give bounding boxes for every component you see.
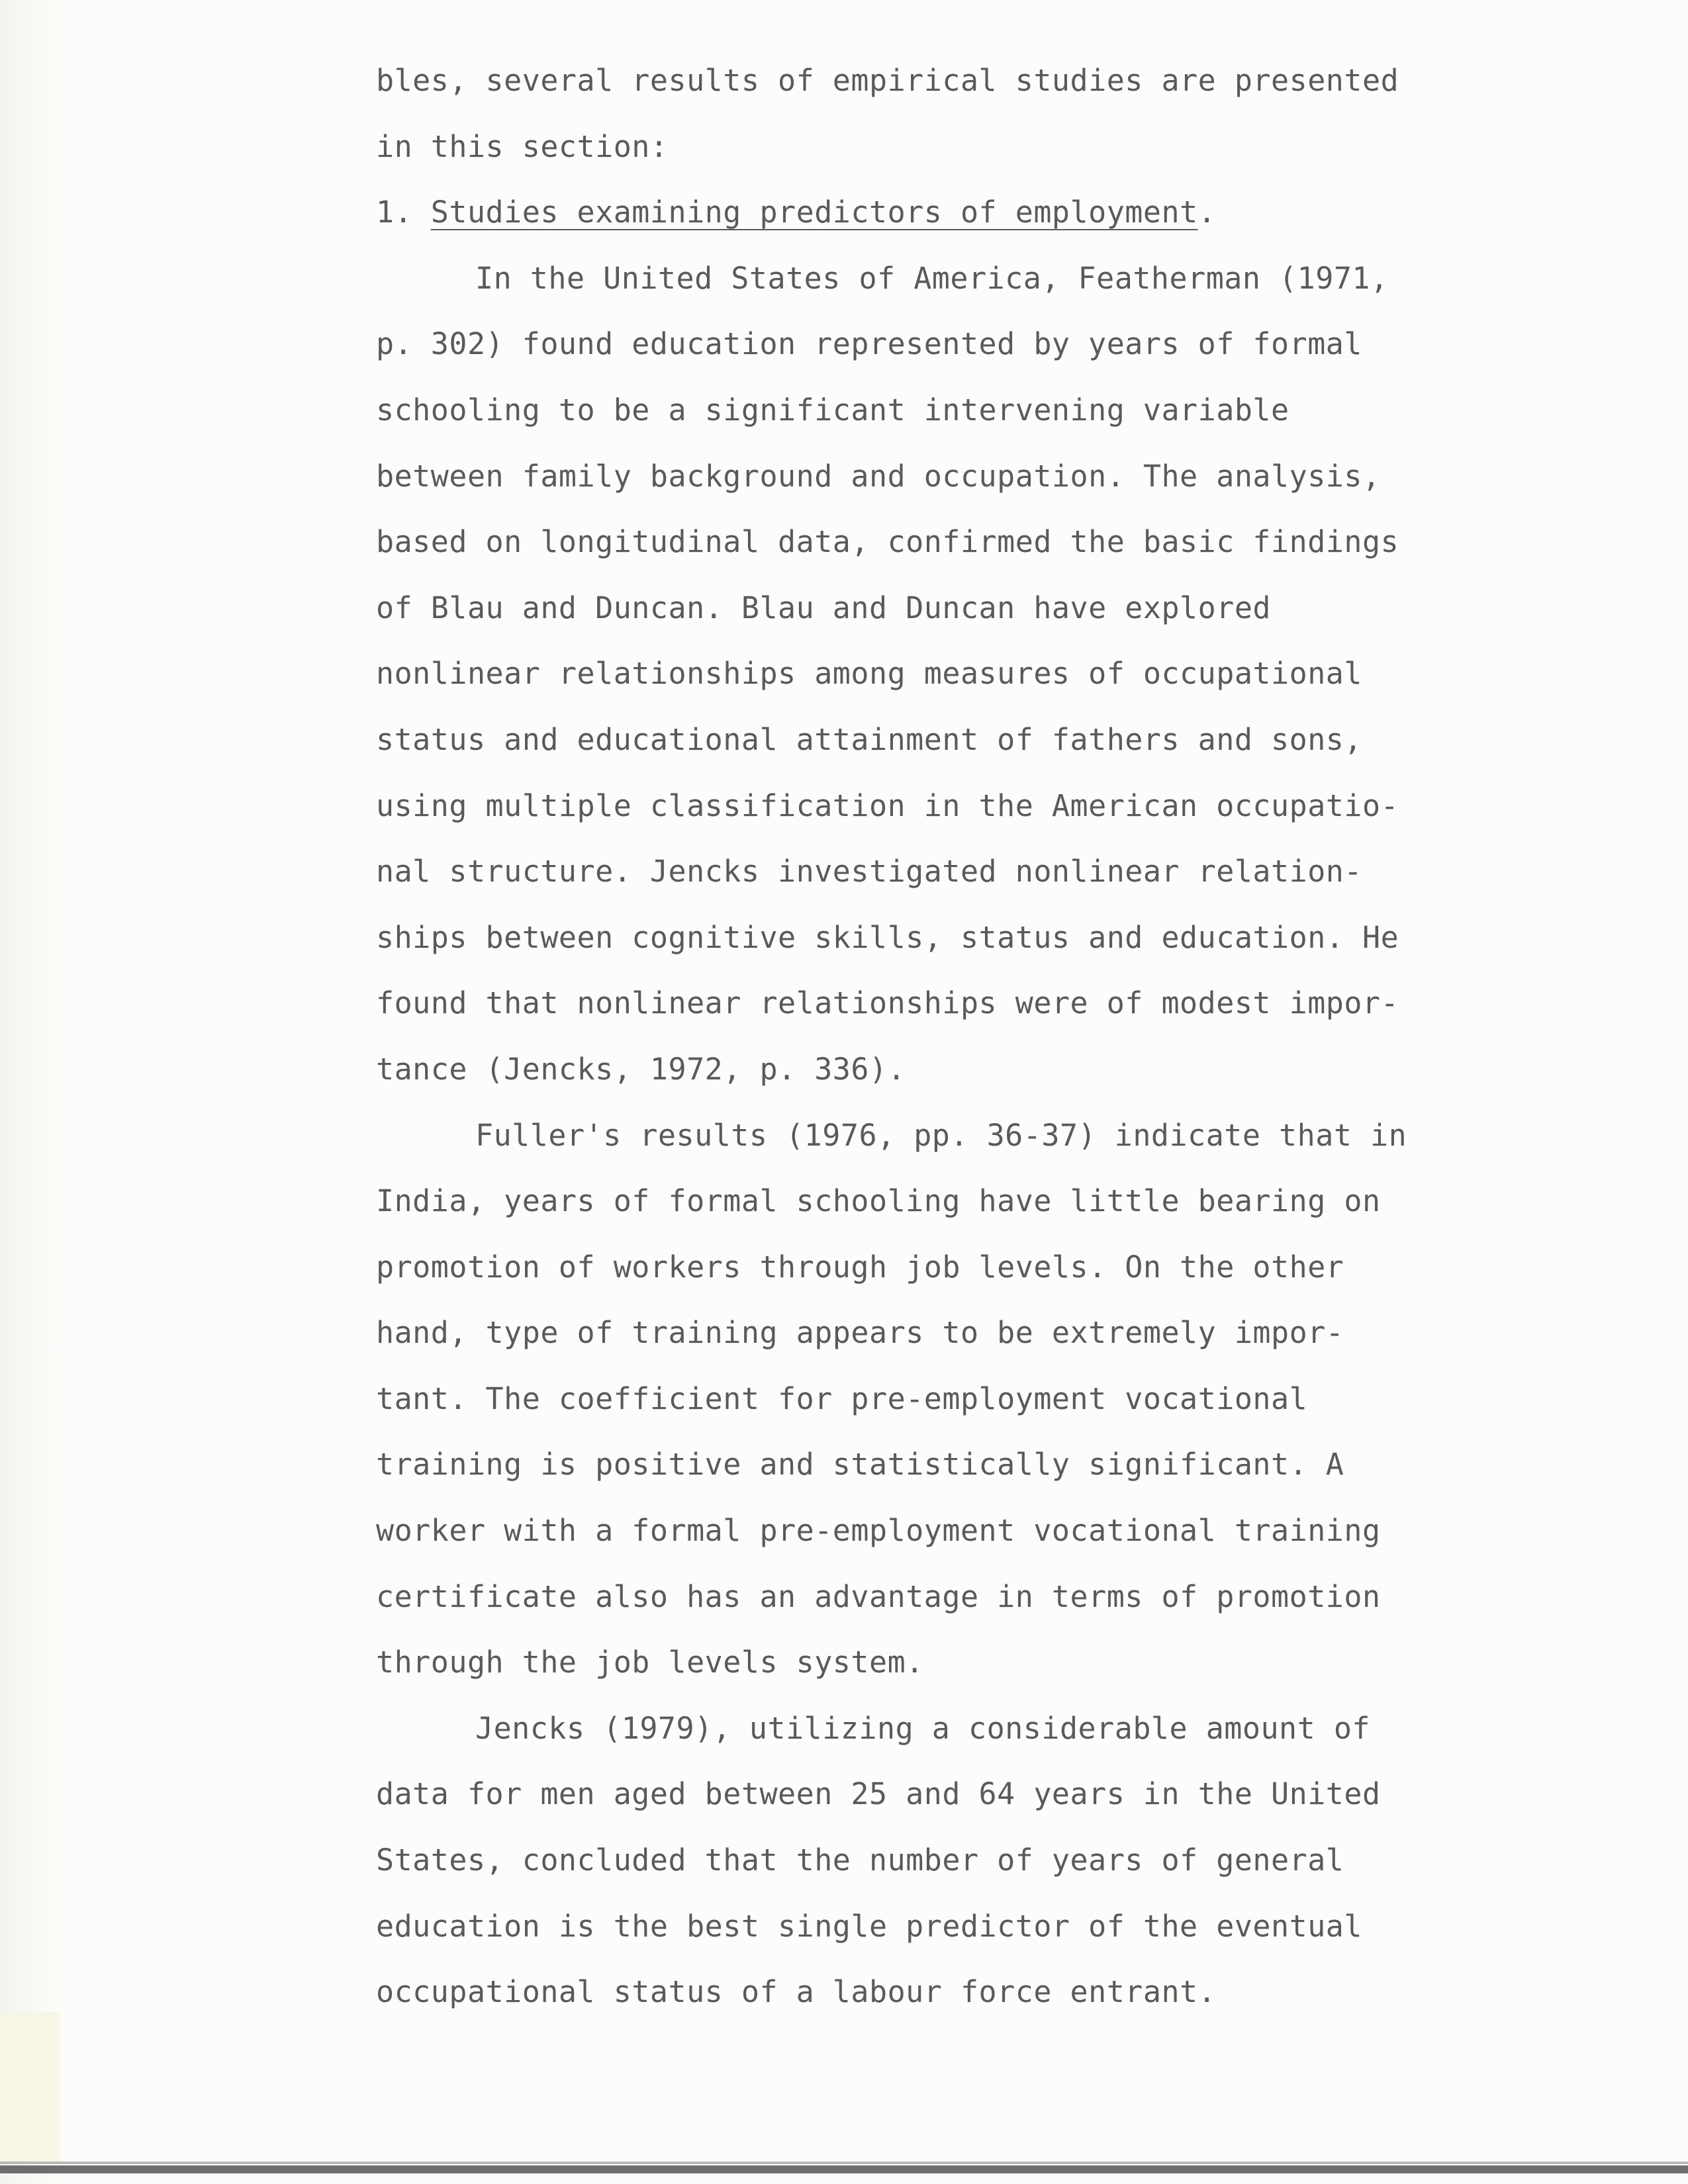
heading-period: . <box>1197 195 1217 230</box>
text-line: status and educational attainment of fathers and sons, <box>376 721 1362 757</box>
page-corner-tint <box>0 2012 60 2164</box>
text-line: training is positive and statistically significant. A <box>376 1447 1344 1482</box>
text-line: nonlinear relationships among measures of occupational <box>376 656 1362 692</box>
section-heading <box>376 179 1515 246</box>
text-line: ships between cognitive skills, status and education. He <box>376 919 1399 955</box>
text-line: India, years of formal schooling have little bearing on <box>376 1183 1381 1219</box>
text-line: hand, type of training appears to be extremely impor- <box>376 1315 1344 1351</box>
text-line: schooling to be a significant intervening variable <box>376 392 1289 428</box>
text-line: based on longitudinal data, confirmed the basic findings <box>376 524 1399 560</box>
bottom-edge-highlight <box>0 2161 1688 2164</box>
text-line: p. 302) found education represented by years of formal <box>376 326 1362 362</box>
text-line: between family background and occupation. The analysis, <box>376 458 1381 494</box>
text-line: Fuller's results (1976, pp. 36-37) indicate that in <box>475 1117 1407 1153</box>
text-line: occupational status of a labour force entrant. <box>376 1974 1217 2010</box>
text-line: worker with a formal pre-employment vocational training <box>376 1513 1381 1549</box>
text-line: Jencks (1979), utilizing a considerable amount of <box>475 1710 1371 1746</box>
text-line: education is the best single predictor of the eventual <box>376 1908 1362 1944</box>
text-line: using multiple classification in the American occupatio- <box>376 788 1399 823</box>
text-line: certificate also has an advantage in terms of promotion <box>376 1578 1381 1614</box>
heading-title: Studies examining predictors of employment <box>430 195 1198 230</box>
text-line: of Blau and Duncan. Blau and Duncan have explored <box>376 590 1272 625</box>
text-line: In the United States of America, Featherman (1971, <box>475 260 1389 296</box>
text-line: tant. The coefficient for pre-employment vocational <box>376 1381 1308 1416</box>
text-line: data for men aged between 25 and 64 years in the United <box>376 1776 1381 1812</box>
heading-number: 1. <box>376 195 431 230</box>
document-body <box>376 48 1515 2025</box>
page-edge-shadow <box>0 0 60 2184</box>
text-line: States, concluded that the number of years of general <box>376 1843 1344 1878</box>
text-line: bles, several results of empirical studies are presented <box>376 63 1399 98</box>
text-line: found that nonlinear relationships were of modest impor- <box>376 985 1399 1021</box>
bottom-edge-rule <box>0 2165 1688 2173</box>
text-line: through the job levels system. <box>376 1645 924 1680</box>
text-line: promotion of workers through job levels. On the other <box>376 1249 1344 1285</box>
text-line: nal structure. Jencks investigated nonlinear relation- <box>376 854 1362 889</box>
text-line: tance (Jencks, 1972, p. 336). <box>376 1051 906 1087</box>
text-line: in this section: <box>376 128 669 164</box>
